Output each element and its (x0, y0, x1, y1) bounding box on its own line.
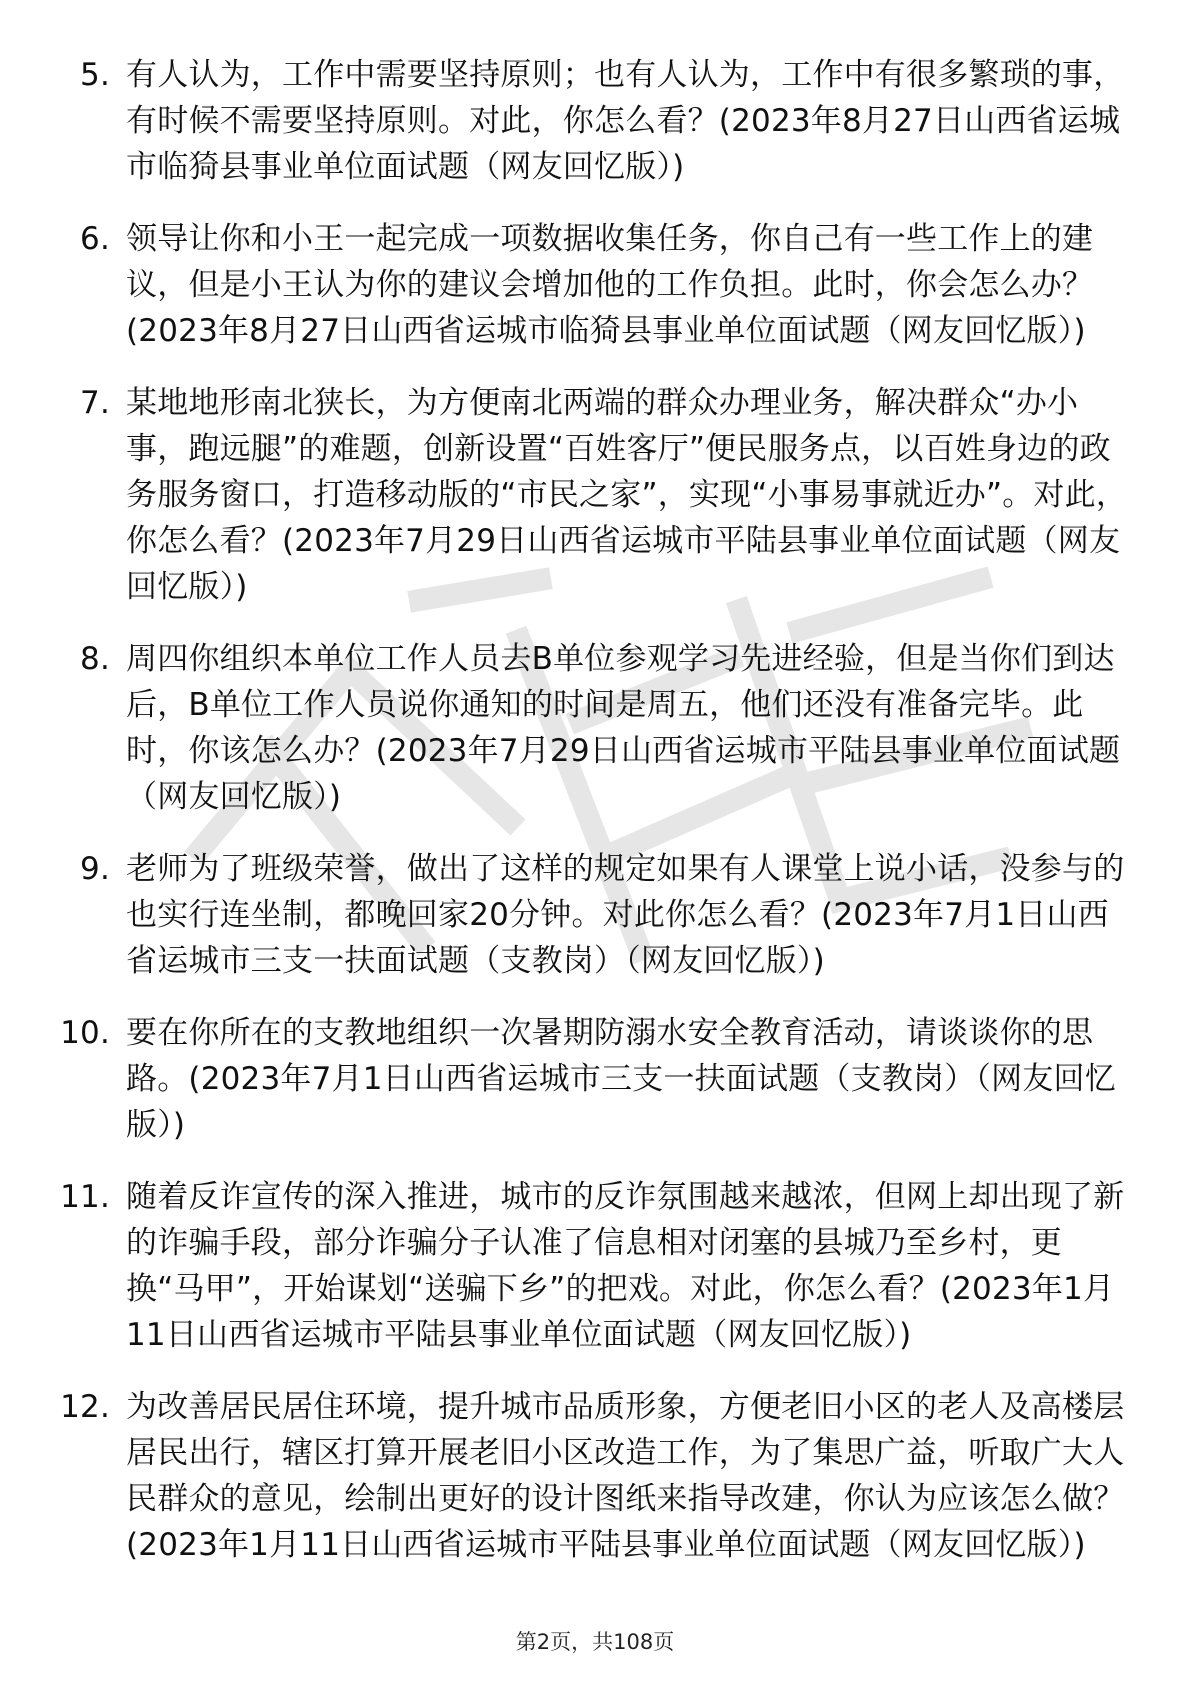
question-number: 9. (80, 851, 110, 887)
question-text: 随着反诈宣传的深入推进，城市的反诈氛围越来越浓，但网上却出现了新的诈骗手段，部分诈骗分子认准了信息相对闭塞的县城乃至乡村，更换“马甲”，开始谋划“送骗下乡”的把戏。对此，你怎么看？(2023年1月11日山西省运城市平陆县事业单位面试题（网友回忆版）) (126, 1179, 1125, 1353)
question-number: 7. (80, 385, 110, 421)
page-footer (0, 1628, 1190, 1656)
question-number: 8. (80, 641, 110, 677)
question-text: 领导让你和小王一起完成一项数据收集任务，你自己有一些工作上的建议，但是小王认为你的建议会增加他的工作负担。此时，你会怎么办？(2023年8月27日山西省运城市临猗县事业单位面试题（网友回忆版）) (126, 221, 1094, 349)
page-number-label: 第2页，共108页 (515, 1630, 675, 1654)
question-number: 10. (60, 1015, 110, 1051)
question-number: 5. (80, 57, 110, 93)
question-list (60, 52, 1130, 1594)
question-item (60, 1010, 1130, 1148)
question-text: 周四你组织本单位工作人员去B单位参观学习先进经验，但是当你们到达后，B单位工作人员说你通知的时间是周五，他们还没有准备完毕。此时，你该怎么办？(2023年7月29日山西省运城市平陆县事业单位面试题（网友回忆版）) (126, 641, 1121, 815)
question-number: 6. (80, 221, 110, 257)
question-item (60, 216, 1130, 354)
question-text: 有人认为，工作中需要坚持原则；也有人认为，工作中有很多繁琐的事，有时候不需要坚持原则。对此，你怎么看？(2023年8月27日山西省运城市临猗县事业单位面试题（网友回忆版）) (126, 57, 1125, 185)
question-item (60, 1384, 1130, 1568)
question-item (60, 846, 1130, 984)
question-item (60, 52, 1130, 190)
question-number: 12. (60, 1389, 110, 1425)
question-number: 11. (60, 1179, 110, 1215)
question-item (60, 636, 1130, 820)
question-text: 老师为了班级荣誉，做出了这样的规定如果有人课堂上说小话，没参与的也实行连坐制，都晚回家20分钟。对此你怎么看？(2023年7月1日山西省运城市三支一扶面试题（支教岗）（网友回忆版）) (126, 851, 1125, 979)
question-text: 某地地形南北狭长，为方便南北两端的群众办理业务，解决群众“办小事，跑远腿”的难题，创新设置“百姓客厅”便民服务点，以百姓身边的政务服务窗口，打造移动版的“市民之家”，实现“小事易事就近办”。对此，你怎么看？(2023年7月29日山西省运城市平陆县事业单位面试题（网友回忆版）) (126, 385, 1128, 605)
question-text: 为改善居民居住环境，提升城市品质形象，方便老旧小区的老人及高楼层居民出行，辖区打算开展老旧小区改造工作，为了集思广益，听取广大人民群众的意见，绘制出更好的设计图纸来指导改建，你认为应该怎么做？(2023年1月11日山西省运城市平陆县事业单位面试题（网友回忆版）) (126, 1389, 1125, 1563)
question-text: 要在你所在的支教地组织一次暑期防溺水安全教育活动，请谈谈你的思路。(2023年7月1日山西省运城市三支一扶面试题（支教岗）（网友回忆版）) (126, 1015, 1116, 1143)
question-item (60, 380, 1130, 610)
question-item (60, 1174, 1130, 1358)
